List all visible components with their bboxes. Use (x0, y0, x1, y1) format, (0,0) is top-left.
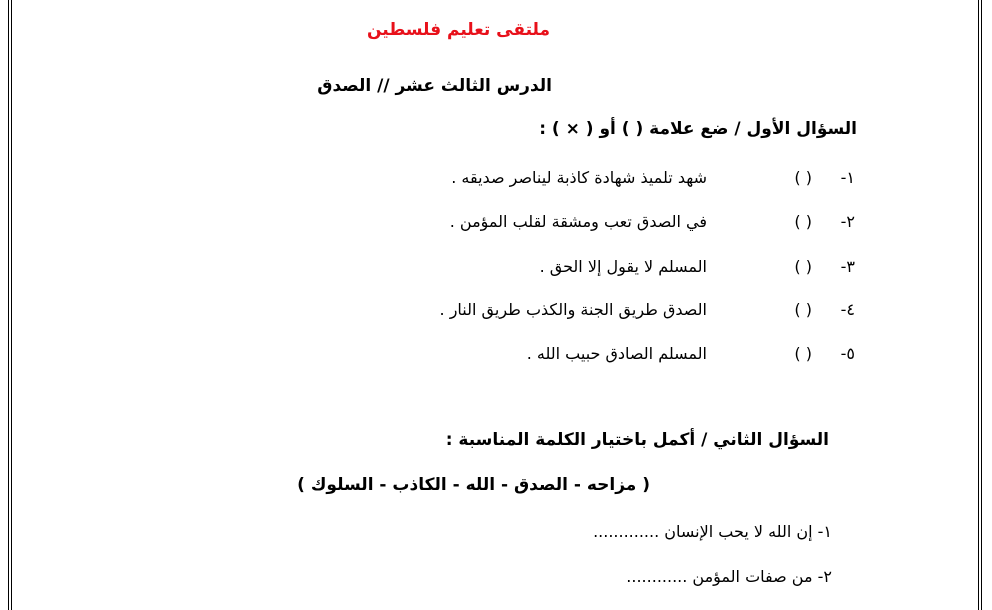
page-border-left (8, 0, 12, 610)
q1-item-5-text: المسلم الصادق حبيب الله . (526, 344, 707, 363)
page-border-right (978, 0, 982, 610)
q1-item-1-number: ١- (840, 168, 855, 187)
question2-heading: السؤال الثاني / أكمل باختيار الكلمة المناسبة : (445, 430, 829, 450)
q1-item-4-number: ٤- (840, 300, 855, 319)
question2-word-choices: ( مزاحه - الصدق - الله - الكاذب - السلوك ) (297, 475, 650, 495)
site-title: ملتقى تعليم فلسطين (366, 20, 550, 40)
q1-item-4-answer-box: ( ) (794, 300, 812, 319)
lesson-title: الدرس الثالث عشر // الصدق (317, 76, 552, 96)
q1-item-3-number: ٣- (840, 257, 855, 276)
q1-item-2-answer-box: ( ) (794, 212, 812, 231)
q1-item-5-number: ٥- (840, 344, 855, 363)
q1-item-4-text: الصدق طريق الجنة والكذب طريق النار . (439, 300, 707, 319)
q1-item-1-answer-box: ( ) (794, 168, 812, 187)
q1-item-3-answer-box: ( ) (794, 257, 812, 276)
q1-item-2-text: في الصدق تعب ومشقة لقلب المؤمن . (449, 212, 707, 231)
q2-item-1-text: ١- إن الله لا يحب الإنسان ............. (593, 522, 832, 541)
q2-item-2-text: ٢- من صفات المؤمن ............ (626, 567, 832, 586)
q1-item-5-answer-box: ( ) (794, 344, 812, 363)
q1-item-1-text: شهد تلميذ شهادة كاذبة ليناصر صديقه . (451, 168, 707, 187)
q1-item-2-number: ٢- (840, 212, 855, 231)
q1-item-3-text: المسلم لا يقول إلا الحق . (539, 257, 707, 276)
question1-heading: السؤال الأول / ضع علامة ( ) أو ( × ) : (539, 119, 857, 139)
